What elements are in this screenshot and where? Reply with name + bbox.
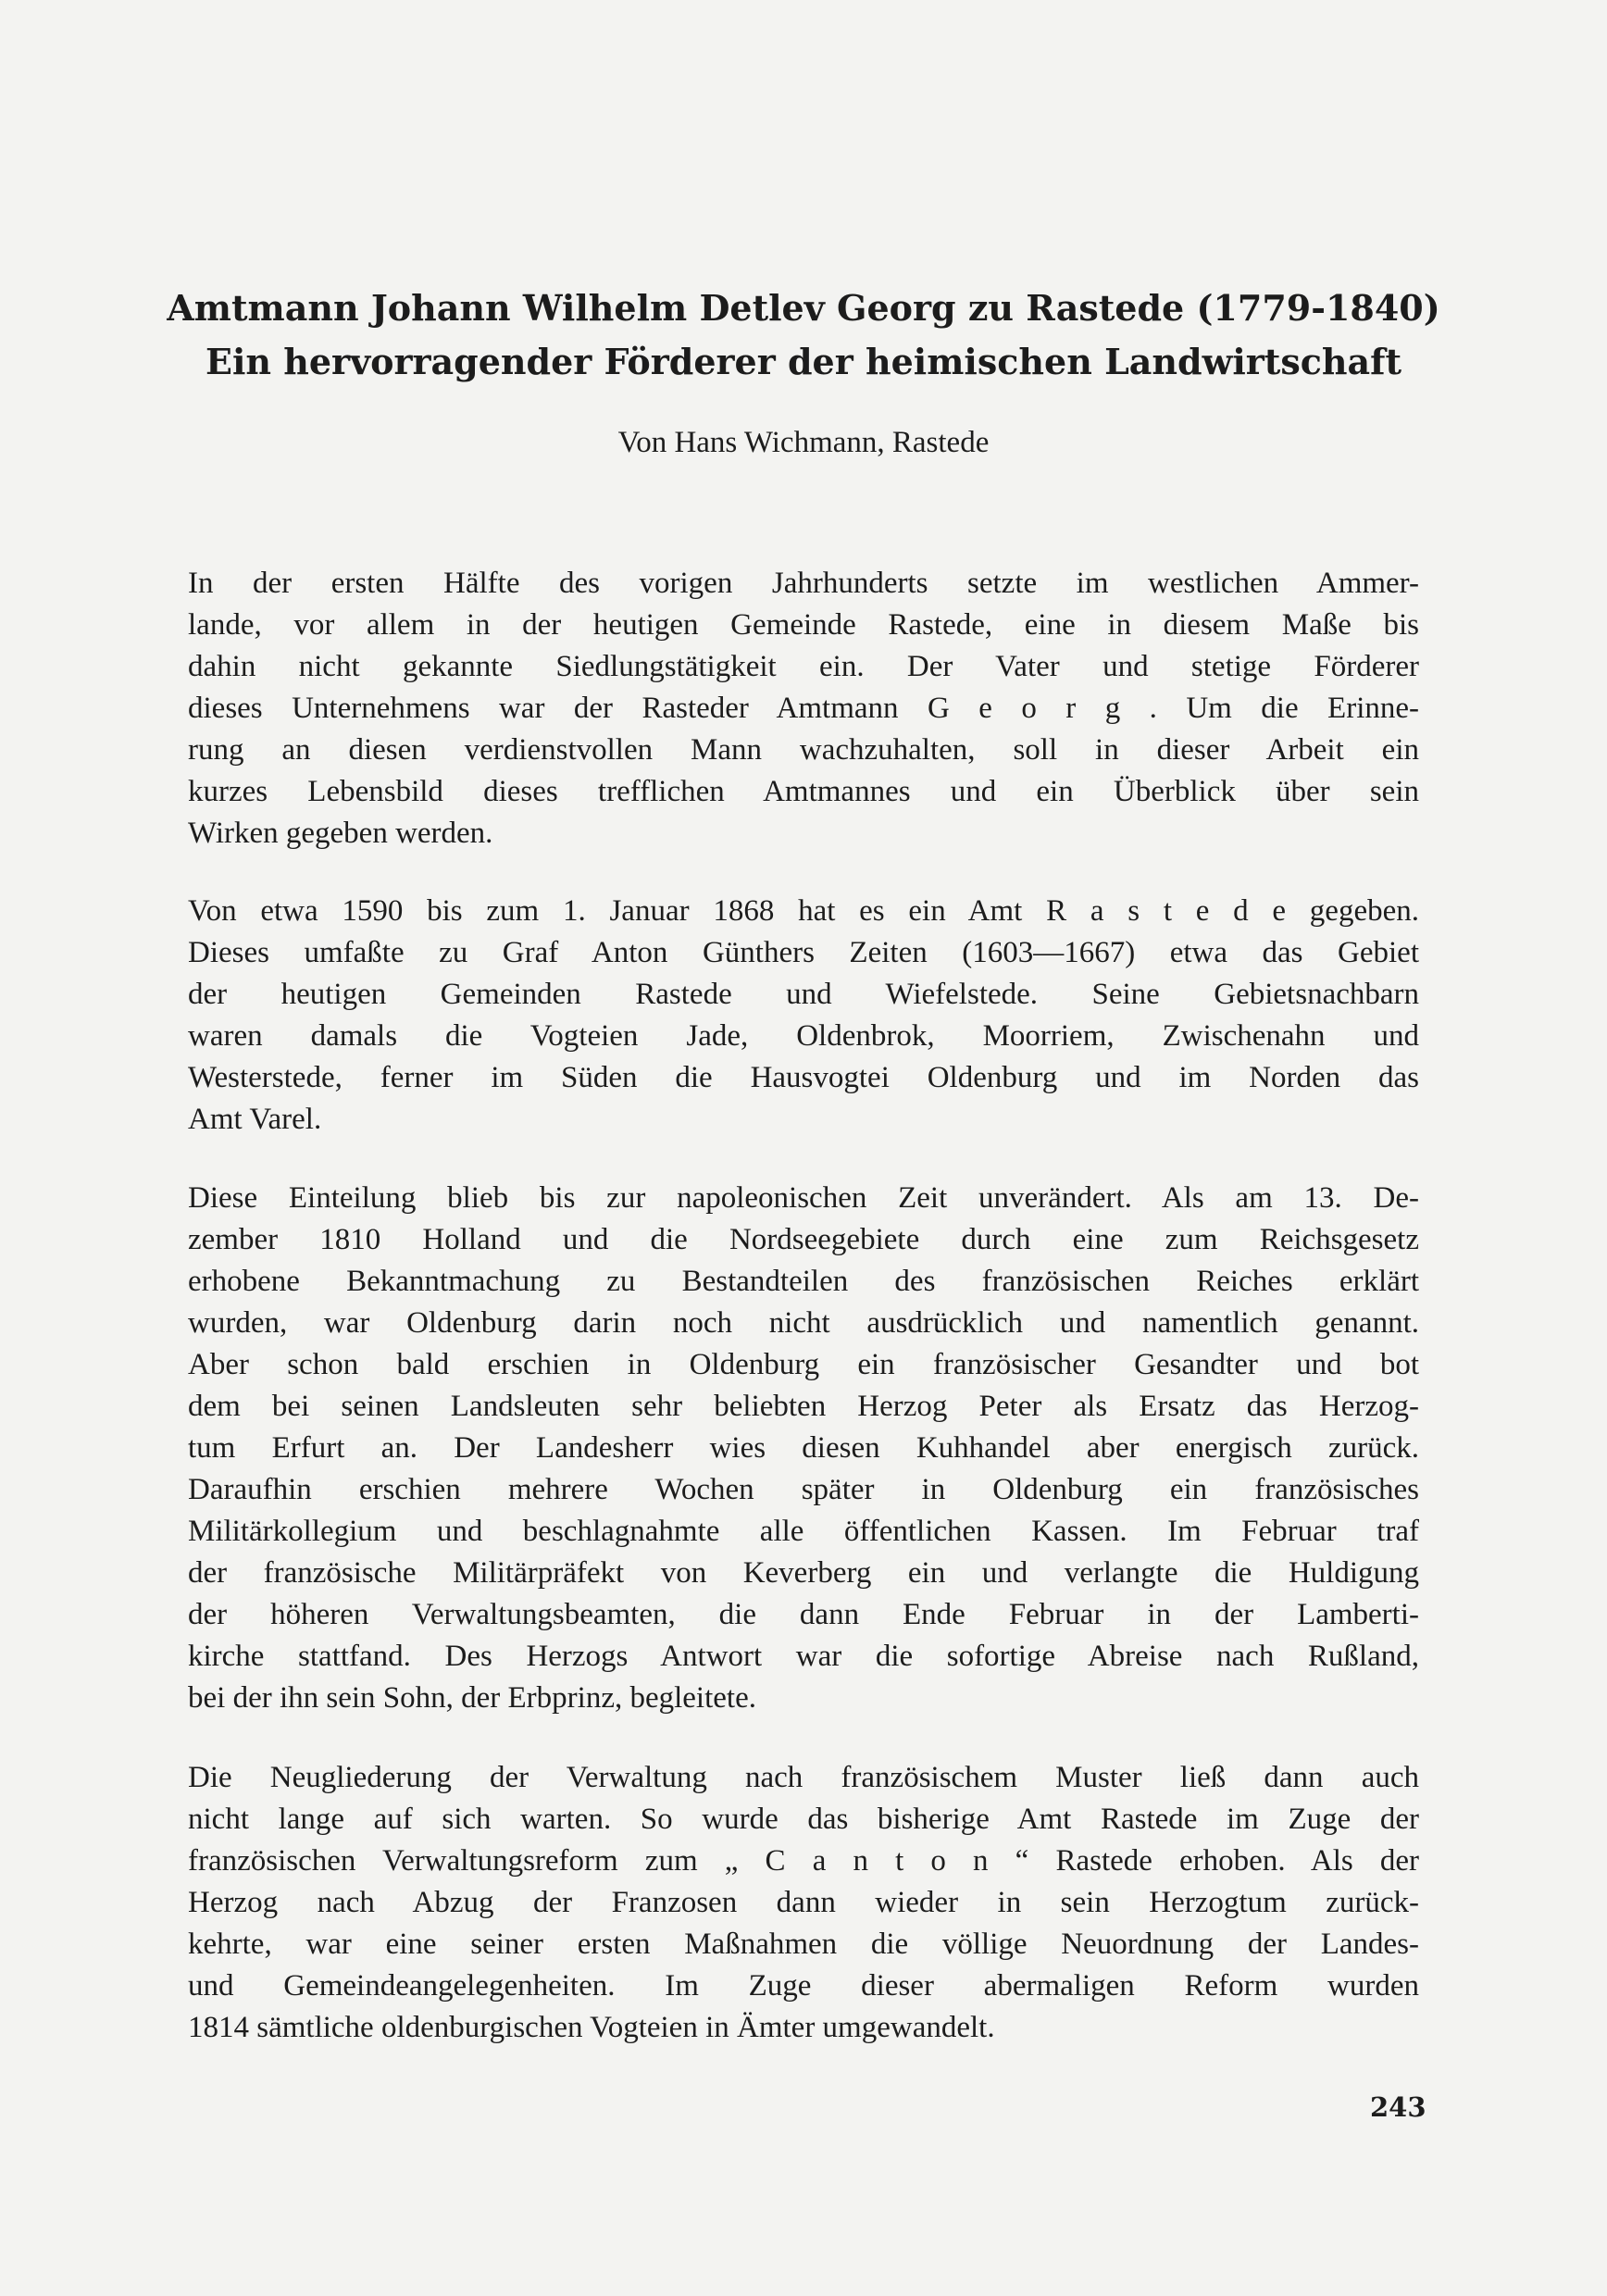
text-line: kehrte, war eine seiner ersten Maßnahmen die völlige Neuordnung der Landes-	[188, 1928, 1419, 1961]
text-line: 1814 sämtliche oldenburgischen Vogteien in Ämter umgewandelt.	[188, 2011, 995, 2044]
text-line: rung an diesen verdienstvollen Mann wachzuhalten, soll in dieser Arbeit ein	[188, 733, 1419, 767]
text-line: der heutigen Gemeinden Rastede und Wiefelstede. Seine Gebietsnachbarn	[188, 978, 1419, 1011]
paragraph-2	[188, 891, 1419, 1141]
text-line: erhobene Bekanntmachung zu Bestandteilen des französischen Reiches erklärt	[188, 1265, 1419, 1298]
text-line: dahin nicht gekannte Siedlungstätigkeit ein. Der Vater und stetige Förderer	[188, 650, 1419, 683]
text-line: waren damals die Vogteien Jade, Oldenbrok, Moorriem, Zwischenahn und	[188, 1019, 1419, 1053]
text-line: Wirken gegeben werden.	[188, 817, 493, 850]
text-line: dem bei seinen Landsleuten sehr beliebten Herzog Peter als Ersatz das Herzog-	[188, 1390, 1419, 1423]
paragraph-4	[188, 1757, 1419, 2049]
text-line: Westerstede, ferner im Süden die Hausvogtei Oldenburg und im Norden das	[188, 1061, 1419, 1094]
text-line: nicht lange auf sich warten. So wurde das bisherige Amt Rastede im Zuge der	[188, 1803, 1419, 1836]
text-line: Aber schon bald erschien in Oldenburg ein französischer Gesandter und bot	[188, 1348, 1419, 1381]
text-line: Amt Varel.	[188, 1103, 322, 1136]
text-line: Herzog nach Abzug der Franzosen dann wieder in sein Herzogtum zurück-	[188, 1886, 1419, 1919]
text-line: Dieses umfaßte zu Graf Anton Günthers Zeiten (1603—1667) etwa das Gebiet	[188, 936, 1419, 969]
text-line: und Gemeindeangelegenheiten. Im Zuge dieser abermaligen Reform wurden	[188, 1969, 1419, 2003]
text-line: wurden, war Oldenburg darin noch nicht ausdrücklich und namentlich genannt.	[188, 1306, 1419, 1340]
text-line: Von etwa 1590 bis zum 1. Januar 1868 hat es ein Amt R a s t e d e gegeben.	[188, 894, 1419, 928]
text-line: kurzes Lebensbild dieses trefflichen Amtmannes und ein Überblick über sein	[188, 775, 1419, 808]
text-line: dieses Unternehmens war der Rasteder Amtmann G e o r g . Um die Erinne-	[188, 692, 1419, 725]
paragraph-3	[188, 1178, 1419, 1719]
text-line: In der ersten Hälfte des vorigen Jahrhunderts setzte im westlichen Ammer-	[188, 567, 1419, 600]
text-line: Diese Einteilung blieb bis zur napoleonischen Zeit unverändert. Als am 13. De-	[188, 1181, 1419, 1215]
text-line: lande, vor allem in der heutigen Gemeinde Rastede, eine in diesem Maße bis	[188, 608, 1419, 642]
text-line: Militärkollegium und beschlagnahmte alle öffentlichen Kassen. Im Februar traf	[188, 1515, 1419, 1548]
paragraph-1	[188, 563, 1419, 855]
text-line: bei der ihn sein Sohn, der Erbprinz, begleitete.	[188, 1681, 756, 1715]
text-line: Daraufhin erschien mehrere Wochen später in Oldenburg ein französisches	[188, 1473, 1419, 1506]
page-number: 243	[1370, 2091, 1426, 2123]
author-byline: Von Hans Wichmann, Rastede	[617, 426, 990, 459]
article-title-line-2: Ein hervorragender Förderer der heimischen Landwirtschaft	[205, 341, 1402, 382]
text-line: kirche stattfand. Des Herzogs Antwort war die sofortige Abreise nach Rußland,	[188, 1640, 1419, 1673]
text-line: der höheren Verwaltungsbeamten, die dann Ende Februar in der Lamberti-	[188, 1598, 1419, 1631]
text-line: tum Erfurt an. Der Landesherr wies diesen Kuhhandel aber energisch zurück.	[188, 1431, 1419, 1465]
text-line: Die Neugliederung der Verwaltung nach französischem Muster ließ dann auch	[188, 1761, 1419, 1794]
text-line: französischen Verwaltungsreform zum „ C a n t o n “ Rastede erhoben. Als der	[188, 1844, 1419, 1878]
text-line: der französische Militärpräfekt von Keverberg ein und verlangte die Huldigung	[188, 1556, 1419, 1590]
text-line: zember 1810 Holland und die Nordseegebiete durch eine zum Reichsgesetz	[188, 1223, 1419, 1256]
article-title-line-1: Amtmann Johann Wilhelm Detlev Georg zu Rastede (1779-1840)	[167, 287, 1440, 329]
